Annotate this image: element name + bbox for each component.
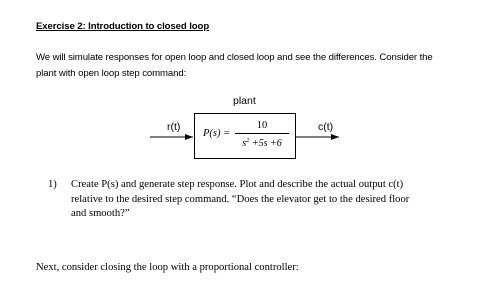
- step-1-number: 1): [48, 179, 57, 190]
- output-signal-label: c(t): [318, 121, 334, 133]
- step-1-text: [71, 178, 471, 222]
- transfer-function-lhs: P(s) =: [203, 128, 231, 139]
- fraction-bar: [235, 133, 289, 134]
- transfer-function-numerator: 10: [256, 120, 268, 131]
- plant-label: plant: [233, 95, 256, 107]
- input-signal-label: r(t): [167, 121, 181, 133]
- next-instruction: Next, consider closing the loop with a proportional controller:: [36, 262, 299, 273]
- step-1-line-2: relative to the desired step command. “Does the elevator get to the desired floor: [71, 193, 410, 205]
- intro-line-2: plant with open loop step command:: [36, 68, 187, 79]
- step-1-line-1: Create P(s) and generate step response. Plot and describe the actual output c(t): [71, 179, 404, 190]
- plant-block: [194, 113, 296, 159]
- denominator-s-term: s: [242, 138, 247, 149]
- denominator-rest: +5s +6: [249, 138, 282, 149]
- exercise-heading: Exercise 2: Introduction to closed loop: [36, 21, 210, 32]
- transfer-function-denominator: [235, 135, 289, 150]
- denominator-exponent: 2: [246, 137, 250, 144]
- transfer-function-fraction: [235, 119, 289, 150]
- step-1-line-3: and smooth?”: [71, 208, 130, 219]
- intro-line-1: We will simulate responses for open loop and closed loop and see the differences. Consider the: [36, 52, 433, 63]
